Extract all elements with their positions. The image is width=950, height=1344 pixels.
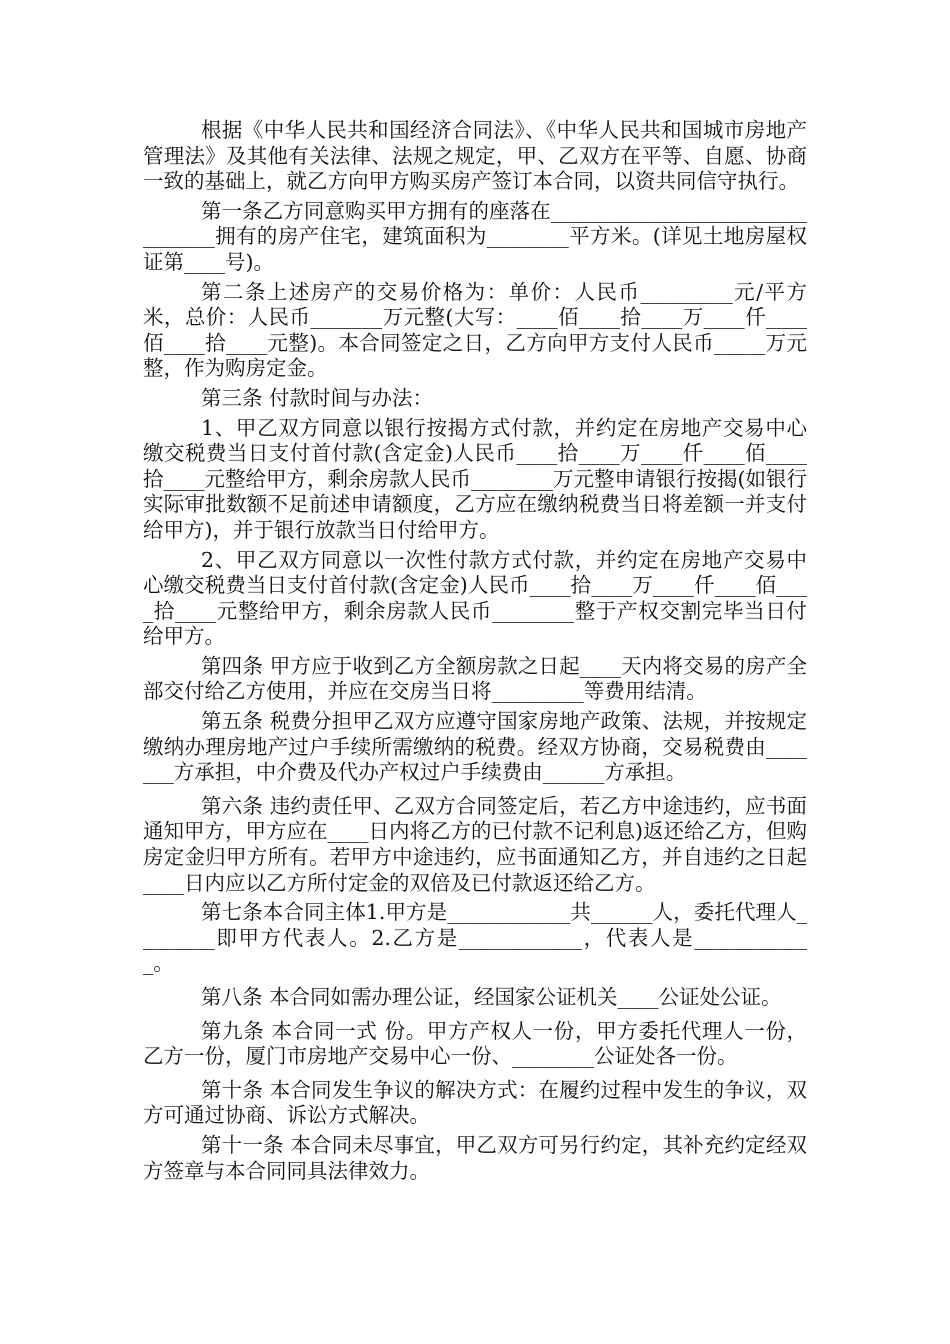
article-6-breach: 第六条 违约责任甲、乙双方合同签定后，若乙方中途违约，应书面通知甲方，甲方应在____日内将乙方的已付款不记利息)返还给乙方，但购房定金归甲方所有。若甲方中途违约，应书面通知乙方，并自违约之日起____日内应以乙方所付定金的双倍及已付款返还给乙方。 bbox=[143, 793, 807, 895]
preamble-paragraph: 根据《中华人民共和国经济合同法》、《中华人民共和国城市房地产管理法》及其他有关法律、法规之规定，甲、乙双方在平等、自愿、协商一致的基础上，就乙方向甲方购买房产签订本合同，以资共同信守执行。 bbox=[143, 118, 807, 194]
article-9-copies: 第九条 本合同一式 份。甲方产权人一份，甲方委托代理人一份，乙方一份，厦门市房地产交易中心一份、________公证处各一份。 bbox=[143, 1018, 807, 1069]
article-11-supplementary: 第十一条 本合同未尽事宜，甲乙双方可另行约定，其补充约定经双方签章与本合同同具法律效力。 bbox=[143, 1132, 807, 1183]
article-2-price: 第二条上述房产的交易价格为：单价：人民币_________元/平方米，总价：人民币_______万元整(大写：____佰____拾____万____仟____佰____拾____元整)。本合同签定之日，乙方向甲方支付人民币_____万元整，作为购房定金。 bbox=[143, 279, 807, 381]
article-4-delivery: 第四条 甲方应于收到乙方全额房款之日起____天内将交易的房产全部交付给乙方使用，并应在交房当日将_________等费用结清。 bbox=[143, 653, 807, 704]
article-3-clause-1-mortgage: 1、甲乙双方同意以银行按揭方式付款，并约定在房地产交易中心缴交税费当日支付首付款(含定金)人民币____拾____万____仟____佰____拾____元整给甲方，剩余房款人民币________万元整申请银行按揭(如银行实际审批数额不足前述申请额度，乙方应在缴纳税费当日将差额一并支付给甲方)，并于银行放款当日付给甲方。 bbox=[143, 415, 807, 542]
article-10-disputes: 第十条 本合同发生争议的解决方式：在履约过程中发生的争议，双方可通过协商、诉讼方式解决。 bbox=[143, 1077, 807, 1128]
contract-body bbox=[143, 118, 807, 1184]
article-1-property-location: 第一条乙方同意购买甲方拥有的座落在________________________________拥有的房产住宅，建筑面积为________平方米。(详见土地房屋权证第____号)。 bbox=[143, 198, 807, 274]
article-3-payment-heading: 第三条 付款时间与办法： bbox=[201, 385, 434, 410]
article-7-parties: 第七条本合同主体1.甲方是____________共______人，委托代理人________即甲方代表人。2.乙方是____________，代表人是____________。 bbox=[143, 900, 807, 976]
article-5-taxes: 第五条 税费分担甲乙双方应遵守国家房地产政策、法规，并按规定缴纳办理房地产过户手续所需缴纳的税费。经双方协商，交易税费由_______方承担，中介费及代办产权过户手续费由______方承担。 bbox=[143, 709, 807, 785]
article-3-clause-2-lump-sum: 2、甲乙双方同意以一次性付款方式付款，并约定在房地产交易中心缴交税费当日支付首付款(含定金)人民币____拾____万____仟____佰____拾____元整给甲方，剩余房款人民币________整于产权交割完毕当日付给甲方。 bbox=[143, 547, 807, 649]
article-8-notarization: 第八条 本合同如需办理公证，经国家公证机关____公证处公证。 bbox=[201, 985, 782, 1009]
